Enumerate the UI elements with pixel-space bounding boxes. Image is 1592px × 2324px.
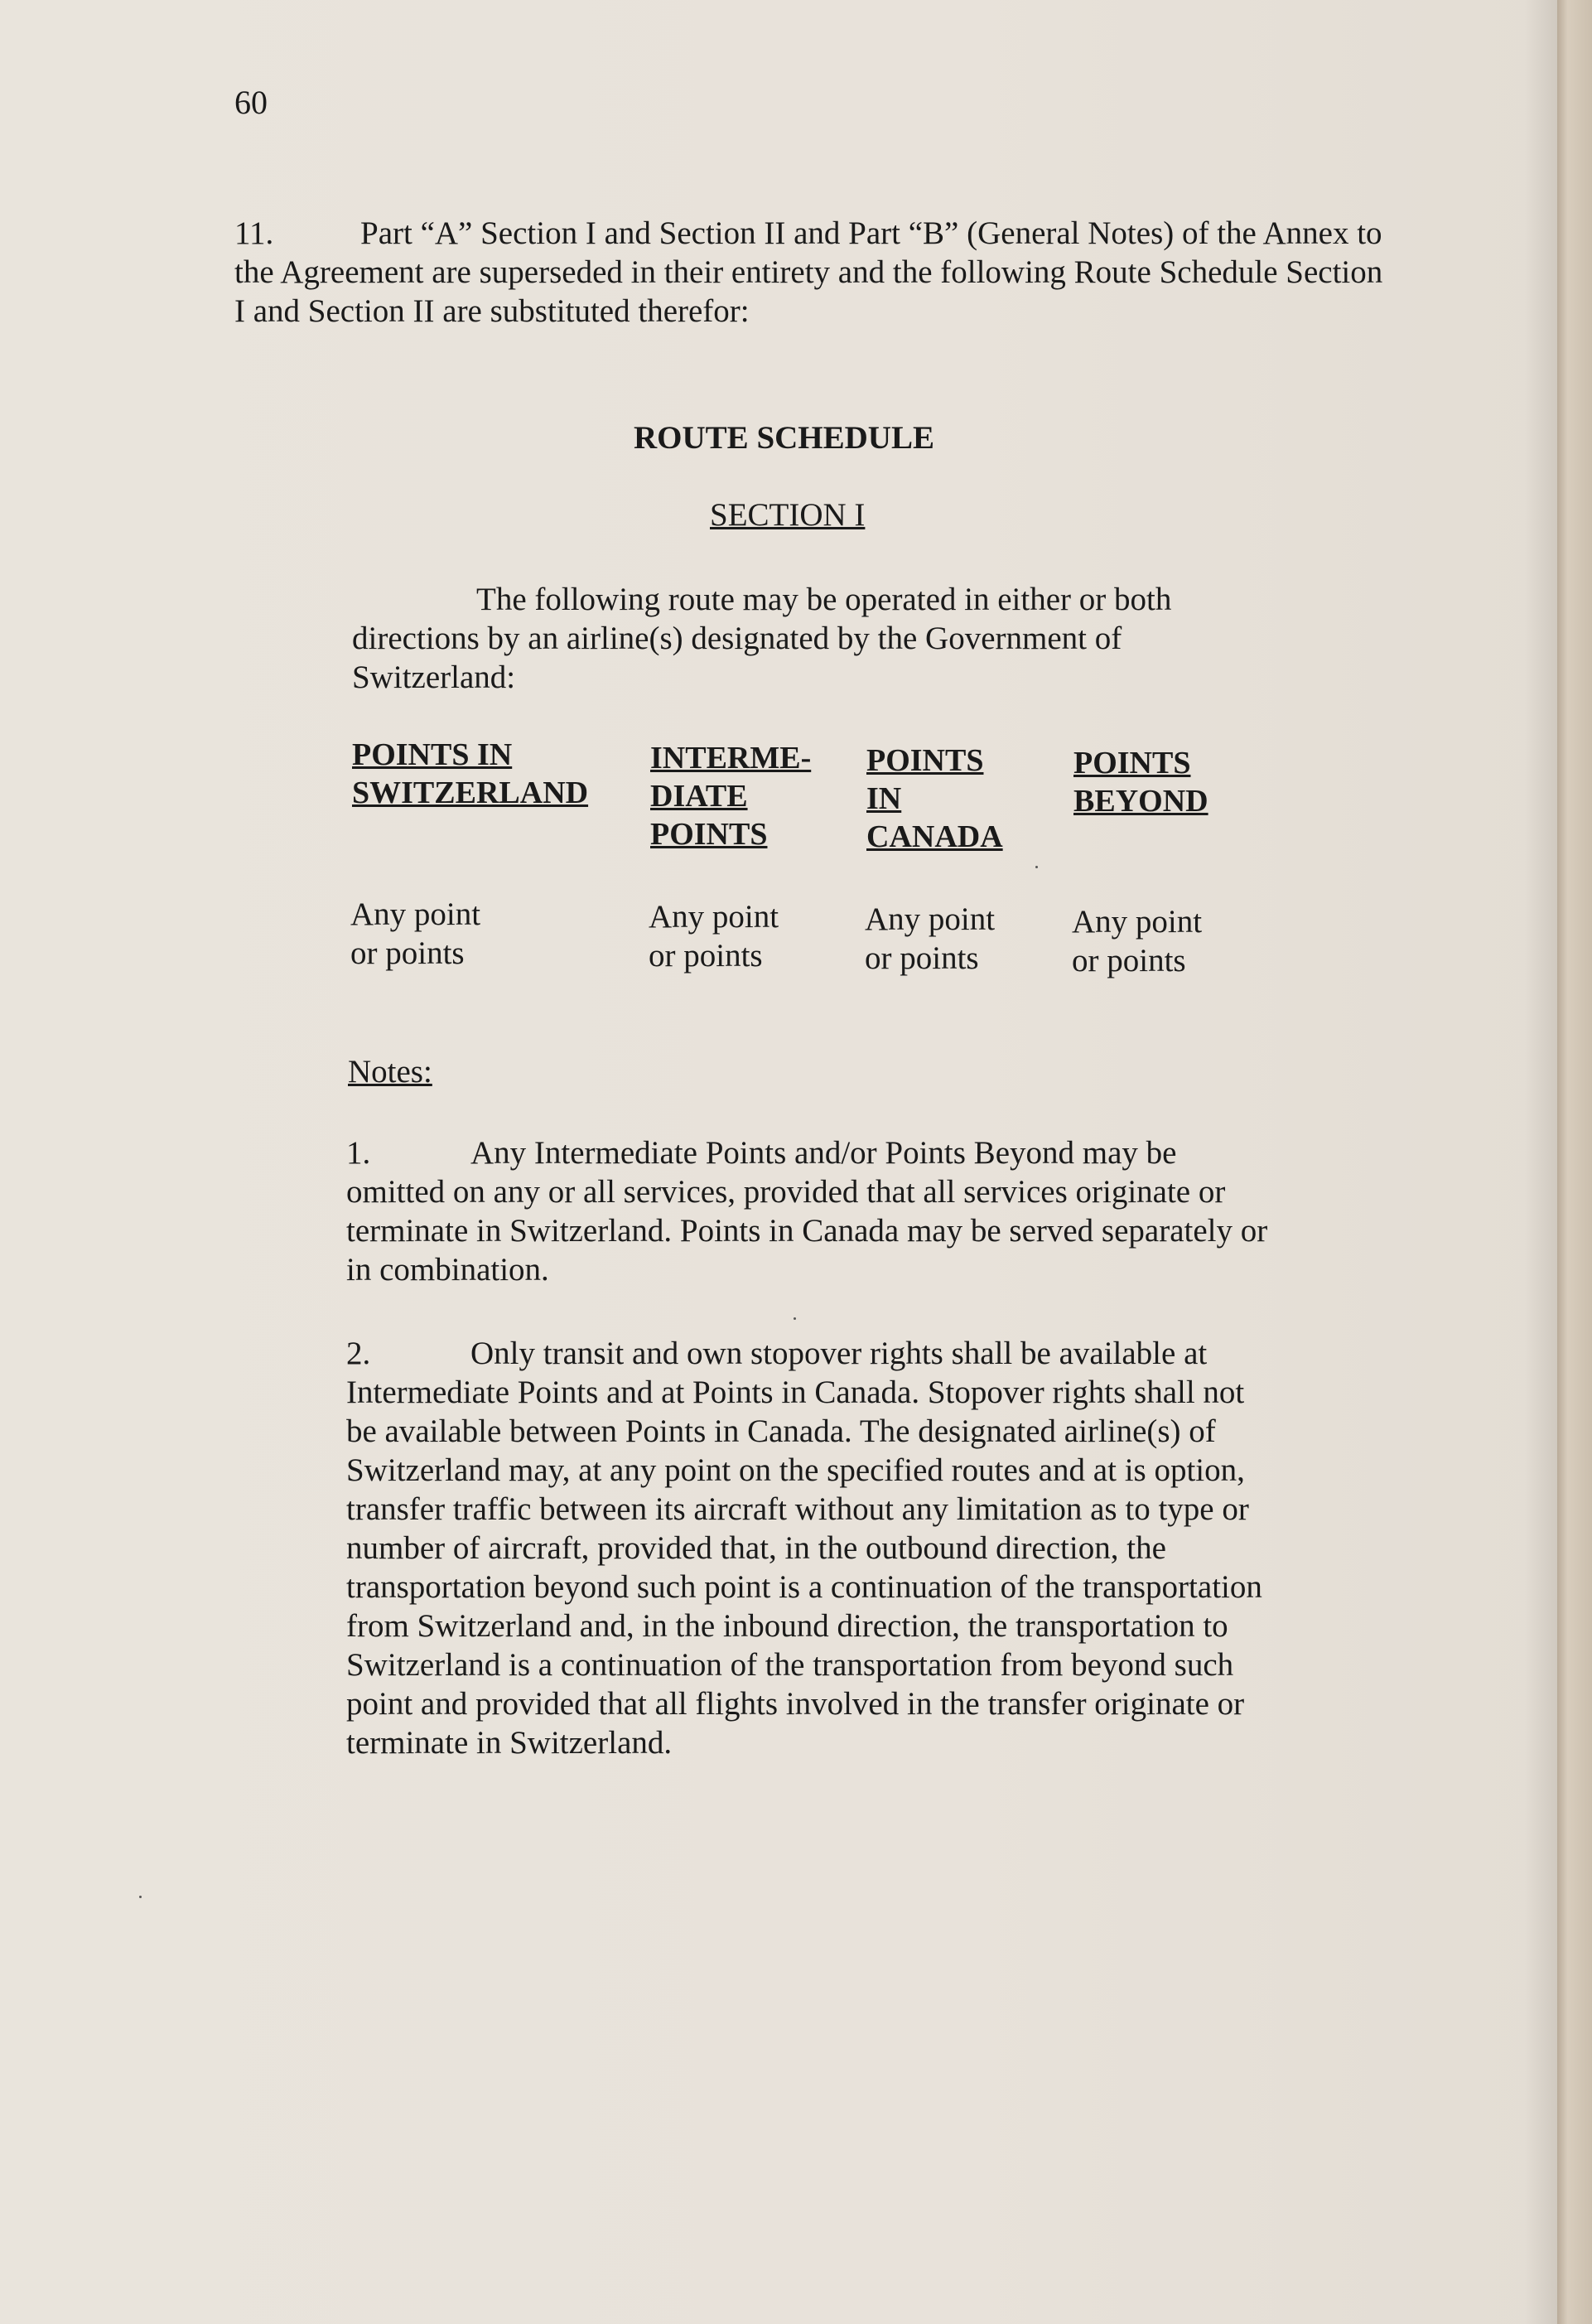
page-number: 60 [234, 84, 268, 121]
paragraph-text: Part “A” Section I and Section II and Part “B” (General Notes) of the Annex to the Agreement are superseded in their entirety and the following Route Schedule Section I and Section II are substituted therefor: [234, 215, 1383, 329]
column-value-line: Any point [350, 896, 481, 932]
book-edge [1557, 0, 1592, 2324]
paper-speck [139, 1896, 142, 1898]
column-value-line: or points [865, 940, 979, 976]
column-header-line: IN [866, 781, 902, 816]
column-value-line: or points [649, 938, 763, 974]
column-value-points-in-switzerland [350, 895, 480, 973]
route-intro [352, 580, 1280, 697]
section-title: SECTION I [710, 497, 866, 533]
column-value-line: Any point [1072, 904, 1203, 940]
column-value-intermediate-points [649, 897, 779, 975]
paper-speck [1035, 866, 1038, 868]
column-value-line: Any point [649, 899, 779, 935]
column-header-points-beyond [1073, 744, 1208, 820]
note-1 [346, 1133, 1274, 1289]
column-value-points-in-canada [865, 900, 995, 978]
note-text: Only transit and own stopover rights shall be available at Intermediate Points and at Points in Canada. Stopover rights shall not be available between Points in Canada. The designated airline(s) of Switzerland may, at any point on the specified routes and at is option, transfer traffic between its aircraft without any limitation as to type or number of aircraft, provided that, in the outbound direction, the transportation beyond such point is a continuation of the transportation from Switzerland and, in the inbound direction, the transportation to Switzerland is a continuation of the transportation from beyond such point and provided that all flights involved in the transfer originate or terminate in Switzerland. [346, 1336, 1262, 1761]
column-value-line: Any point [865, 901, 996, 937]
page-edge-shadow [1524, 0, 1557, 2324]
column-value-points-beyond [1072, 902, 1202, 980]
column-header-line: INTERME- [650, 741, 812, 775]
column-header-line: POINTS [650, 817, 768, 852]
column-header-line: POINTS IN [352, 737, 513, 772]
paragraph-number: 11. [234, 215, 274, 251]
column-header-line: SWITZERLAND [352, 775, 589, 810]
note-2 [346, 1334, 1274, 1762]
route-intro-text: The following route may be operated in either or both directions by an airline(s) designated by the Government of Switzerland: [352, 582, 1172, 695]
column-value-line: or points [350, 935, 465, 971]
column-header-line: CANADA [866, 819, 1003, 854]
notes-label: Notes: [348, 1054, 432, 1090]
note-text: Any Intermediate Points and/or Points Beyond may be omitted on any or all services, provided that all services originate or terminate in Switzerland. Points in Canada may be served separately or in combination. [346, 1135, 1268, 1288]
note-number: 2. [346, 1336, 371, 1371]
paragraph-11 [234, 214, 1394, 331]
column-header-points-in-canada [866, 742, 1003, 856]
column-value-line: or points [1072, 943, 1186, 978]
column-header-line: POINTS [866, 743, 984, 778]
column-header-intermediate-points [650, 739, 811, 853]
note-number: 1. [346, 1135, 371, 1171]
column-header-line: DIATE [650, 779, 748, 814]
route-schedule-title: ROUTE SCHEDULE [634, 420, 934, 456]
column-header-line: BEYOND [1073, 784, 1208, 819]
column-header-line: POINTS [1073, 746, 1191, 780]
column-header-points-in-switzerland [352, 736, 588, 812]
paper-speck [794, 1317, 796, 1320]
